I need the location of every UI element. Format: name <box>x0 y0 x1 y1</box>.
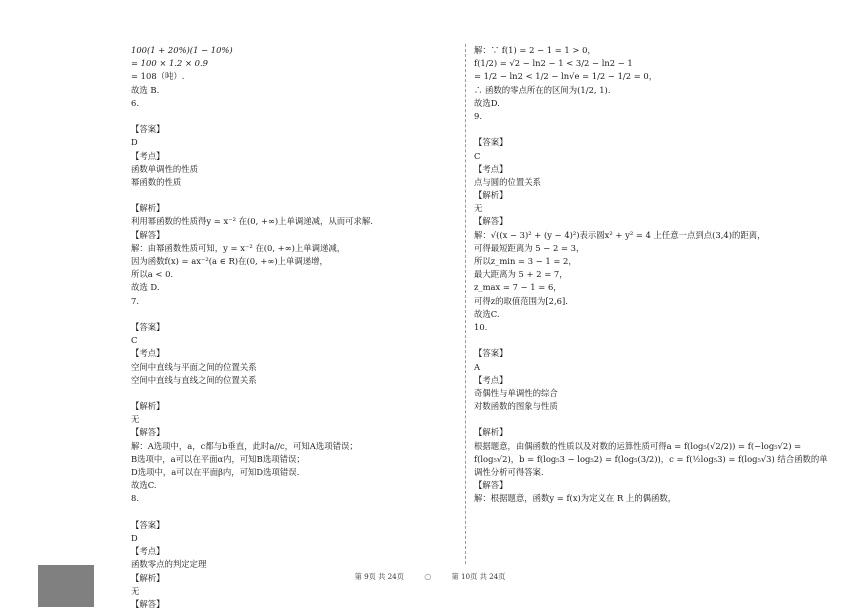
text-line: ∴ 函数的零点所在的区间为(1/2, 1). <box>474 84 611 95</box>
blank-line <box>474 334 814 347</box>
right-column <box>474 44 828 506</box>
analysis-heading: 【解析】 <box>474 190 508 201</box>
solution-heading: 【解答】 <box>131 229 165 240</box>
answer-heading: 【答案】 <box>131 124 165 135</box>
text-line: 8. <box>131 493 139 504</box>
text-line: 故选 B. <box>131 84 160 95</box>
text-line: 解：∵ f(1) = 2 − 1 = 1 > 0， <box>474 45 596 55</box>
text-line: 故选 D. <box>131 282 160 293</box>
analysis-heading: 【解析】 <box>131 401 165 412</box>
solution-heading: 【解答】 <box>131 598 165 609</box>
answer-value: C <box>131 335 138 346</box>
analysis-heading: 【解析】 <box>131 203 165 214</box>
text-line: 函数单调性的性质 <box>131 163 198 174</box>
text-line: 故选C. <box>131 480 157 491</box>
page-number-right: 第 10页 共 24页 <box>451 572 506 581</box>
answer-heading: 【答案】 <box>131 519 165 530</box>
page-footer <box>0 572 860 582</box>
blank-line <box>131 308 451 321</box>
analysis-heading: 【解析】 <box>474 427 508 438</box>
blank-line <box>131 189 451 202</box>
answer-heading: 【答案】 <box>474 137 508 148</box>
answer-value: C <box>474 150 481 161</box>
left-column <box>131 44 451 611</box>
text-line: B选项中，a可以在平面α内，可知B选项错误； <box>131 453 305 464</box>
text-line: 对数函数的图象与性质 <box>474 401 558 412</box>
text-line: = 100 × 1.2 × 0.9 <box>131 58 208 69</box>
text-line: 所以z_min = 3 − 1 = 2， <box>474 256 577 266</box>
blank-line <box>131 110 451 123</box>
text-line: 空间中直线与平面之间的位置关系 <box>131 361 257 372</box>
text-line: 故选D. <box>474 97 500 108</box>
solution-heading: 【解答】 <box>474 480 508 491</box>
topic-heading: 【考点】 <box>474 374 508 385</box>
topic-heading: 【考点】 <box>131 150 165 161</box>
text-line: f(log₅√2)，b = f(log₅3 − log₅2) = f(log₅(3/2))，c = f(½log₅3) = f(log₅√3) 结合函数的单 <box>474 453 828 464</box>
text-line: = 1/2 − ln2 < 1/2 − ln√e = 1/2 − 1/2 = 0， <box>474 71 658 82</box>
solution-heading: 【解答】 <box>474 216 508 227</box>
blank-line <box>474 123 814 136</box>
footer-separator-icon: ○ <box>424 572 432 581</box>
text-line: 空间中直线与直线之间的位置关系 <box>131 374 257 385</box>
blank-line <box>131 506 451 519</box>
text-line: 9. <box>474 110 482 121</box>
text-line: f(1/2) = √2 − ln2 − 1 < 3/2 − ln2 − 1 <box>474 58 633 69</box>
text-line: 7. <box>131 295 139 306</box>
text-line: = 108（吨）. <box>131 71 185 82</box>
text-line: 解：A选项中，a，c都与b垂直，此时a//c，可知A选项错误； <box>131 440 358 451</box>
text-line: 可得最短距离为 5 − 2 = 3， <box>474 242 585 253</box>
text-line: 最大距离为 5 + 2 = 7， <box>474 269 568 280</box>
topic-heading: 【考点】 <box>131 546 165 557</box>
analysis-heading: 【解析】 <box>131 572 165 583</box>
text-line: 可得z的取值范围为[2,6]. <box>474 295 568 306</box>
answer-value: D <box>131 137 138 148</box>
text-line: 所以a < 0. <box>131 269 174 280</box>
answer-heading: 【答案】 <box>474 348 508 359</box>
blank-line <box>474 413 814 426</box>
text-line: 根据题意，由偶函数的性质以及对数的运算性质可得a = f(log₅(√2/2)) = f(−log₅√2) = <box>474 440 802 451</box>
text-line: 解：由幂函数性质可知，y = x⁻² 在(0, +∞)上单调递减， <box>131 242 346 253</box>
text-line: 点与圆的位置关系 <box>474 176 541 187</box>
answer-value: D <box>131 532 138 543</box>
text-line: 奇偶性与单调性的综合 <box>474 387 558 398</box>
column-divider <box>465 44 466 564</box>
topic-heading: 【考点】 <box>131 348 165 359</box>
text-line: D选项中，a可以在平面β内，可知D选项错误. <box>131 467 300 477</box>
text-line: 幂函数的性质 <box>131 176 182 187</box>
text-line: 6. <box>131 97 139 108</box>
text-line: 故选C. <box>474 308 500 319</box>
text-line: 函数零点的判定定理 <box>131 559 207 570</box>
text-line: 解：√((x − 3)² + (y − 4)²)表示圆x² + y² = 4 上任意一点到点(3,4)的距离， <box>474 229 766 240</box>
text-line: 100(1 + 20%)(1 − 10%) <box>131 45 233 55</box>
text-line: 无 <box>131 414 140 425</box>
text-line: 无 <box>131 585 140 596</box>
blank-line <box>131 387 451 400</box>
text-line: 调性分析可得答案. <box>474 467 544 477</box>
topic-heading: 【考点】 <box>474 163 508 174</box>
text-line: z_max = 7 − 1 = 6， <box>474 282 562 293</box>
text-line: 因为函数f(x) = ax⁻²(a ∈ R)在(0, +∞)上单调递增， <box>131 256 328 266</box>
gray-block <box>38 565 94 607</box>
text-line: 无 <box>474 203 483 214</box>
answer-value: A <box>474 361 481 372</box>
text-line: 利用幂函数的性质得y = x⁻² 在(0, +∞)上单调递减，从而可求解. <box>131 216 373 227</box>
answer-heading: 【答案】 <box>131 321 165 332</box>
solution-heading: 【解答】 <box>131 427 165 438</box>
text-line: 解：根据题意，函数y = f(x)为定义在 R 上的偶函数， <box>474 493 677 504</box>
page-number-left: 第 9页 共 24页 <box>354 572 404 581</box>
text-line: 10. <box>474 321 488 332</box>
